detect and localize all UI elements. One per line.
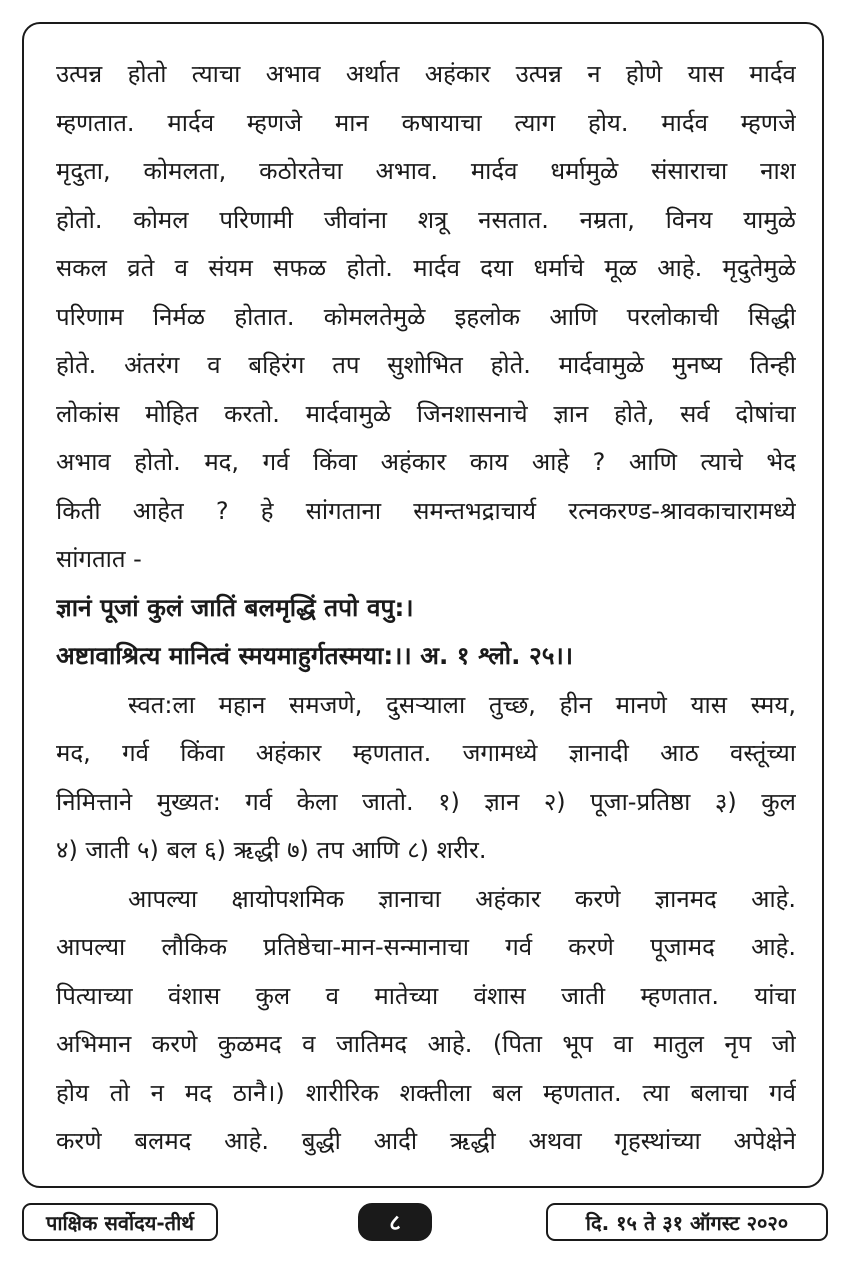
text-line: [56, 875, 796, 924]
word: मार्दव: [661, 108, 708, 137]
word: किती: [56, 496, 101, 525]
word: त्याचे: [700, 448, 743, 476]
word: काय: [469, 448, 509, 476]
word: परलोकाची: [626, 302, 719, 331]
word: क्षायोपशमिक: [231, 884, 345, 913]
word: वा: [613, 1030, 633, 1058]
text-line: [56, 972, 796, 1021]
text-line: [56, 1117, 796, 1166]
word: सांगताना: [305, 496, 382, 525]
text-line: [56, 293, 796, 342]
word: गर्व: [262, 448, 290, 476]
word: अहंकार: [255, 739, 322, 767]
word: ज्ञानादी: [568, 739, 629, 767]
word: म्हणतात.: [56, 108, 135, 137]
word: वंशास: [473, 981, 526, 1010]
word: होतो: [127, 60, 167, 88]
text-line: [56, 778, 796, 827]
word: ठानै।): [232, 1078, 285, 1107]
word: नम्रता,: [579, 205, 635, 234]
text-line: ४) जाती ५) बल ६) ऋद्धी ७) तप आणि ८) शरीर.: [56, 836, 487, 864]
word: सफळ: [273, 254, 327, 282]
text-line: [56, 438, 796, 487]
page-body: [56, 50, 796, 1166]
word: मोहित: [145, 399, 199, 428]
word: स्मय,: [750, 690, 796, 719]
word: अभिमान: [56, 1030, 132, 1058]
word: मार्दवामुळे: [305, 399, 392, 428]
word: न: [150, 1078, 164, 1107]
word: शक्तीला: [399, 1078, 472, 1107]
word: गर्व: [245, 787, 273, 816]
word: कोमल: [133, 205, 189, 234]
paragraph-explanation: [56, 681, 796, 875]
word: जाती: [561, 981, 606, 1010]
word: यामुळे: [743, 205, 796, 234]
word: मद,: [56, 739, 91, 767]
word: संयम: [208, 254, 253, 282]
word: मातुल: [653, 1030, 704, 1058]
word: किंवा: [180, 739, 225, 767]
word: अहंकार: [424, 60, 491, 88]
word: ज्ञानाचा: [378, 884, 441, 913]
word: व: [207, 351, 221, 379]
word: मद,: [204, 448, 240, 476]
word: महान: [218, 690, 266, 719]
word: इहलोक: [454, 302, 521, 331]
word: आहेत: [132, 496, 184, 525]
word: गर्व: [505, 933, 533, 961]
word: तो: [109, 1078, 130, 1107]
text-line: [56, 1020, 796, 1069]
word: मार्दव: [470, 157, 518, 185]
word: कुल: [761, 787, 796, 816]
word: अहंकार: [475, 884, 541, 913]
word: आदी: [373, 1127, 418, 1155]
word: होतो.: [56, 205, 103, 234]
word: होते.: [490, 351, 531, 379]
word: आहे.: [751, 884, 796, 913]
word: सकल: [56, 254, 107, 282]
word: २): [543, 787, 566, 816]
text-line: [56, 390, 796, 439]
word: जातो.: [362, 787, 414, 816]
text-line: [56, 50, 796, 99]
text-line: [56, 99, 796, 148]
word: सिद्धी: [748, 302, 796, 331]
word: जिनशासनाचे: [416, 399, 528, 428]
word: मानणे: [615, 690, 667, 719]
word: तिन्ही: [749, 351, 796, 379]
word: कोमलतेमुळे: [323, 302, 426, 331]
word: बलाचा: [690, 1078, 749, 1107]
word: व: [325, 981, 339, 1010]
word: अर्थात: [345, 60, 400, 88]
word: करणे: [151, 1030, 198, 1058]
word: ऋद्धी: [449, 1127, 496, 1155]
word: त्याग: [514, 108, 556, 137]
word: समन्तभद्राचार्य: [413, 496, 537, 525]
text-line: [56, 244, 796, 293]
word: पूजामद: [650, 933, 715, 961]
verse-line: ज्ञानं पूजां कुलं जातिं बलमृद्धिं तपो वपु:।: [56, 592, 414, 622]
word: मार्दव: [413, 254, 460, 282]
word: नृप: [724, 1030, 752, 1058]
magazine-title: पाक्षिक सर्वोदय-तीर्थ: [22, 1203, 218, 1241]
text-line: [56, 487, 796, 536]
word: मृदुतेमुळे: [722, 254, 796, 282]
word: आहे.: [427, 1030, 473, 1058]
word: करणे: [568, 933, 614, 961]
word: ज्ञान: [484, 787, 520, 816]
verse-line: अष्टावाश्रित्य मानित्वं स्मयमाहुर्गतस्मया:।। अ. १ श्लो. २५।।: [56, 641, 574, 670]
word: करणे: [56, 1127, 102, 1155]
word: व: [302, 1030, 316, 1058]
word: रत्नकरण्ड-श्रावकाचारामध्ये: [568, 496, 796, 525]
word: नाश: [760, 157, 796, 185]
word: आपल्या: [56, 933, 126, 961]
word: किंवा: [312, 448, 358, 476]
word: कषायाचा: [401, 108, 482, 137]
word: मृदुता,: [56, 157, 111, 185]
word: मार्दवामुळे: [558, 351, 645, 379]
paragraph-intro: [56, 50, 796, 584]
word: अथवा: [528, 1127, 582, 1155]
word: सर्व: [680, 399, 710, 428]
word: मुख्यत:: [156, 787, 221, 816]
word: (पिता: [492, 1030, 542, 1058]
word: आणि: [628, 448, 677, 476]
word: परिणाम: [56, 302, 124, 331]
word: होय: [56, 1078, 89, 1107]
word: यांचा: [754, 981, 796, 1010]
word: अंतरंग: [124, 351, 180, 379]
word: १): [438, 787, 460, 816]
word: अभाव: [56, 448, 111, 476]
word: वंशास: [167, 981, 221, 1010]
word: जो: [771, 1030, 796, 1058]
word: आणि: [549, 302, 598, 331]
text-line: [56, 729, 796, 778]
word: म्हणतात.: [352, 739, 432, 767]
word: भेद: [766, 448, 796, 476]
word: जीवांना: [323, 205, 388, 234]
word: प्रतिष्ठेचा-मान-सन्मानाचा: [263, 933, 470, 961]
word: गर्व: [769, 1078, 796, 1107]
text-line: [56, 341, 796, 390]
word: आहे.: [657, 254, 703, 282]
word: कुल: [255, 981, 291, 1010]
word: दया: [480, 254, 514, 282]
issue-date: दि. १५ ते ३१ ऑगस्ट २०२०: [546, 1203, 828, 1241]
word: यास: [690, 690, 727, 719]
word: होतो.: [346, 254, 393, 282]
word: अभाव: [265, 60, 321, 88]
word: अभाव.: [375, 157, 438, 185]
word: शत्रू: [417, 205, 448, 234]
word: सुशोभित: [387, 351, 463, 379]
text-line: [56, 1069, 796, 1118]
word: संसाराचा: [651, 157, 728, 185]
word: मार्दव: [167, 108, 215, 137]
word: धर्मामुळे: [550, 157, 619, 185]
word: पूजा-प्रतिष्ठा: [590, 787, 691, 816]
word: होते,: [614, 399, 655, 428]
word: परिणामी: [219, 205, 294, 234]
word: तुच्छ,: [488, 690, 536, 719]
word: उत्पन्न: [56, 60, 103, 88]
word: यास: [687, 60, 724, 88]
word: निमित्ताने: [56, 787, 133, 816]
word: जगामध्ये: [462, 739, 538, 767]
word: म्हणजे: [740, 108, 796, 137]
word: व: [174, 254, 188, 282]
word: होणे: [625, 60, 663, 88]
word: मूळ: [604, 254, 637, 282]
word: होतो.: [134, 448, 181, 476]
word: कुळमद: [217, 1030, 282, 1058]
word: ३): [714, 787, 737, 816]
word: स्वत:ला: [128, 690, 195, 719]
word: हे: [260, 496, 274, 525]
word: हीन: [559, 690, 592, 719]
word: ज्ञानमद: [654, 884, 717, 913]
word: त्याचा: [191, 60, 241, 88]
word: ?: [215, 496, 229, 525]
word: आहे: [531, 448, 570, 476]
word: भूप: [562, 1030, 593, 1058]
word: त्या: [642, 1078, 670, 1107]
word: करणे: [574, 884, 621, 913]
word: धर्माचे: [533, 254, 585, 282]
word: न: [587, 60, 601, 88]
word: दुसऱ्याला: [386, 690, 466, 719]
word: लोकांस: [56, 399, 120, 428]
word: अपेक्षेने: [733, 1127, 796, 1155]
word: होते.: [56, 351, 97, 379]
word: विनय: [665, 205, 713, 234]
word: बलमद: [134, 1127, 192, 1155]
word: होतात.: [234, 302, 295, 331]
word: म्हणतात.: [640, 981, 719, 1010]
word: उत्पन्न: [515, 60, 562, 88]
text-line: [56, 681, 796, 730]
word: समजणे,: [289, 690, 363, 719]
word: मद: [184, 1078, 212, 1107]
word: मुनष्य: [671, 351, 723, 379]
word: पित्याच्या: [56, 981, 133, 1010]
text-line: [56, 196, 796, 245]
word: मार्दव: [749, 60, 796, 88]
word: निर्मळ: [152, 302, 206, 331]
sanskrit-verse: [56, 584, 796, 681]
page-number: ८: [358, 1203, 432, 1241]
word: म्हणजे: [246, 108, 303, 137]
word: गर्व: [122, 739, 149, 767]
word: आपल्या: [128, 884, 198, 913]
word: शारीरिक: [305, 1078, 379, 1107]
word: तप: [332, 351, 360, 379]
text-line: सांगतात -: [56, 545, 142, 573]
word: जातिमद: [335, 1030, 407, 1058]
word: म्हणतात.: [543, 1078, 622, 1107]
word: कोमलता,: [143, 157, 227, 185]
word: ज्ञान: [553, 399, 589, 428]
word: लौकिक: [161, 933, 228, 961]
text-line: [56, 923, 796, 972]
paragraph-types: [56, 875, 796, 1166]
word: कठोरतेचा: [259, 157, 343, 185]
word: बहिरंग: [248, 351, 305, 379]
word: व्रते: [127, 254, 155, 282]
word: ?: [592, 448, 606, 476]
page-footer: [22, 1203, 828, 1243]
word: होय.: [587, 108, 629, 137]
word: आठ: [660, 739, 699, 767]
word: नसतात.: [478, 205, 549, 234]
word: अहंकार: [380, 448, 447, 476]
word: गृहस्थांच्या: [614, 1127, 701, 1155]
word: वस्तूंच्या: [729, 739, 796, 767]
word: मातेच्या: [374, 981, 439, 1010]
word: बुद्धी: [301, 1127, 341, 1155]
word: आहे.: [224, 1127, 270, 1155]
word: बल: [492, 1078, 523, 1107]
word: केला: [296, 787, 338, 816]
word: आहे.: [751, 933, 796, 961]
word: मान: [334, 108, 369, 137]
text-line: [56, 147, 796, 196]
word: दोषांचा: [735, 399, 796, 428]
word: करतो.: [224, 399, 280, 428]
